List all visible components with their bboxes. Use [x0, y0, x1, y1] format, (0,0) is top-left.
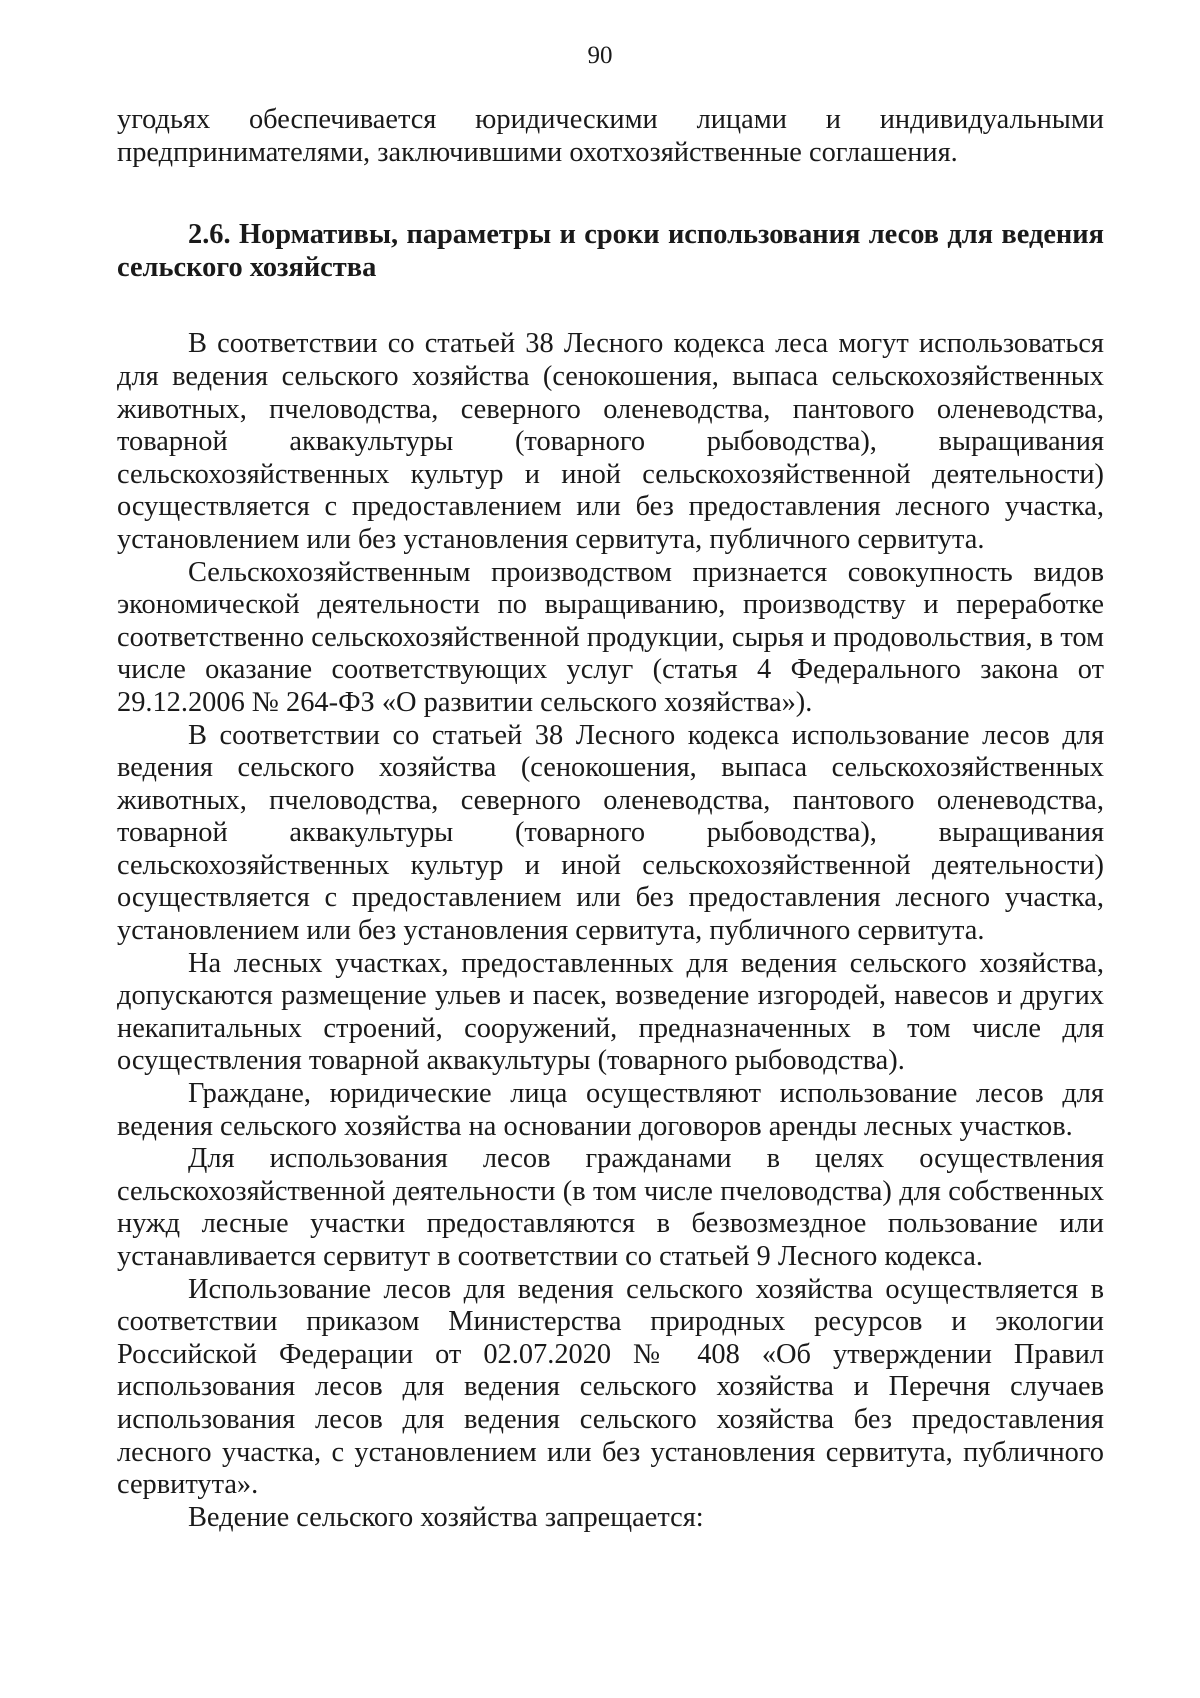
paragraph: Сельскохозяйственным производством признается совокупность видов экономической деятельности по выращиванию, производству и переработке соответственно сельскохозяйственной продукции, сырья и продовольствия, в том числе оказание соответствующих услуг (статья 4 Федерального закона от 29.12.2006 № 264-ФЗ «О развитии сельского хозяйства»).	[117, 556, 1104, 718]
paragraph: В соответствии со статьей 38 Лесного кодекса леса могут использоваться для ведения сельского хозяйства (сенокошения, выпаса сельскохозяйственных животных, пчеловодства, северного оленеводства, пантового оленеводства, товарной аквакультуры (товарного рыбоводства), выращивания сельскохозяйственных культур и иной сельскохозяйственной деятельности) осуществляется с предоставлением или без предоставления лесного участка, установлением или без установления сервитута, публичного сервитута.	[117, 328, 1104, 555]
paragraph: Для использования лесов гражданами в целях осуществления сельскохозяйственной деятельности (в том числе пчеловодства) для собственных нужд лесные участки предоставляются в безвозмездное пользование или устанавливается сервитут в соответствии со статьей 9 Лесного кодекса.	[117, 1143, 1104, 1272]
section-heading: 2.6. Нормативы, параметры и сроки использования лесов для ведения сельского хозяйства	[117, 219, 1104, 283]
page-number: 90	[587, 42, 613, 69]
paragraph: Ведение сельского хозяйства запрещается:	[188, 1501, 704, 1533]
paragraph: В соответствии со статьей 38 Лесного кодекса использование лесов для ведения сельского хозяйства (сенокошения, выпаса сельскохозяйственных животных, пчеловодства, северного оленеводства, пантового оленеводства, товарной аквакультуры (товарного рыбоводства), выращивания сельскохозяйственных культур и иной сельскохозяйственной деятельности) осуществляется с предоставлением или без предоставления лесного участка, установлением или без установления сервитута, публичного сервитута.	[117, 719, 1104, 947]
paragraph: Использование лесов для ведения сельского хозяйства осуществляется в соответствии приказом Министерства природных ресурсов и экологии Российской Федерации от 02.07.2020 № 408 «Об утверждении Правил использования лесов для ведения сельского хозяйства и Перечня случаев использования лесов для ведения сельского хозяйства без предоставления лесного участка, с установлением или без установления сервитута, публичного сервитута».	[117, 1273, 1104, 1501]
paragraph: На лесных участках, предоставленных для ведения сельского хозяйства, допускаются размещение ульев и пасек, возведение изгородей, навесов и других некапитальных строений, сооружений, предназначенных в том числе для осуществления товарной аквакультуры (товарного рыбоводства).	[117, 947, 1104, 1077]
paragraph: Граждане, юридические лица осуществляют использование лесов для ведения сельского хозяйства на основании договоров аренды лесных участков.	[117, 1078, 1104, 1142]
document-body	[117, 104, 1104, 1534]
intro-paragraph: угодьях обеспечивается юридическими лицами и индивидуальными предпринимателями, заключившими охотхозяйственные соглашения.	[117, 104, 1104, 168]
